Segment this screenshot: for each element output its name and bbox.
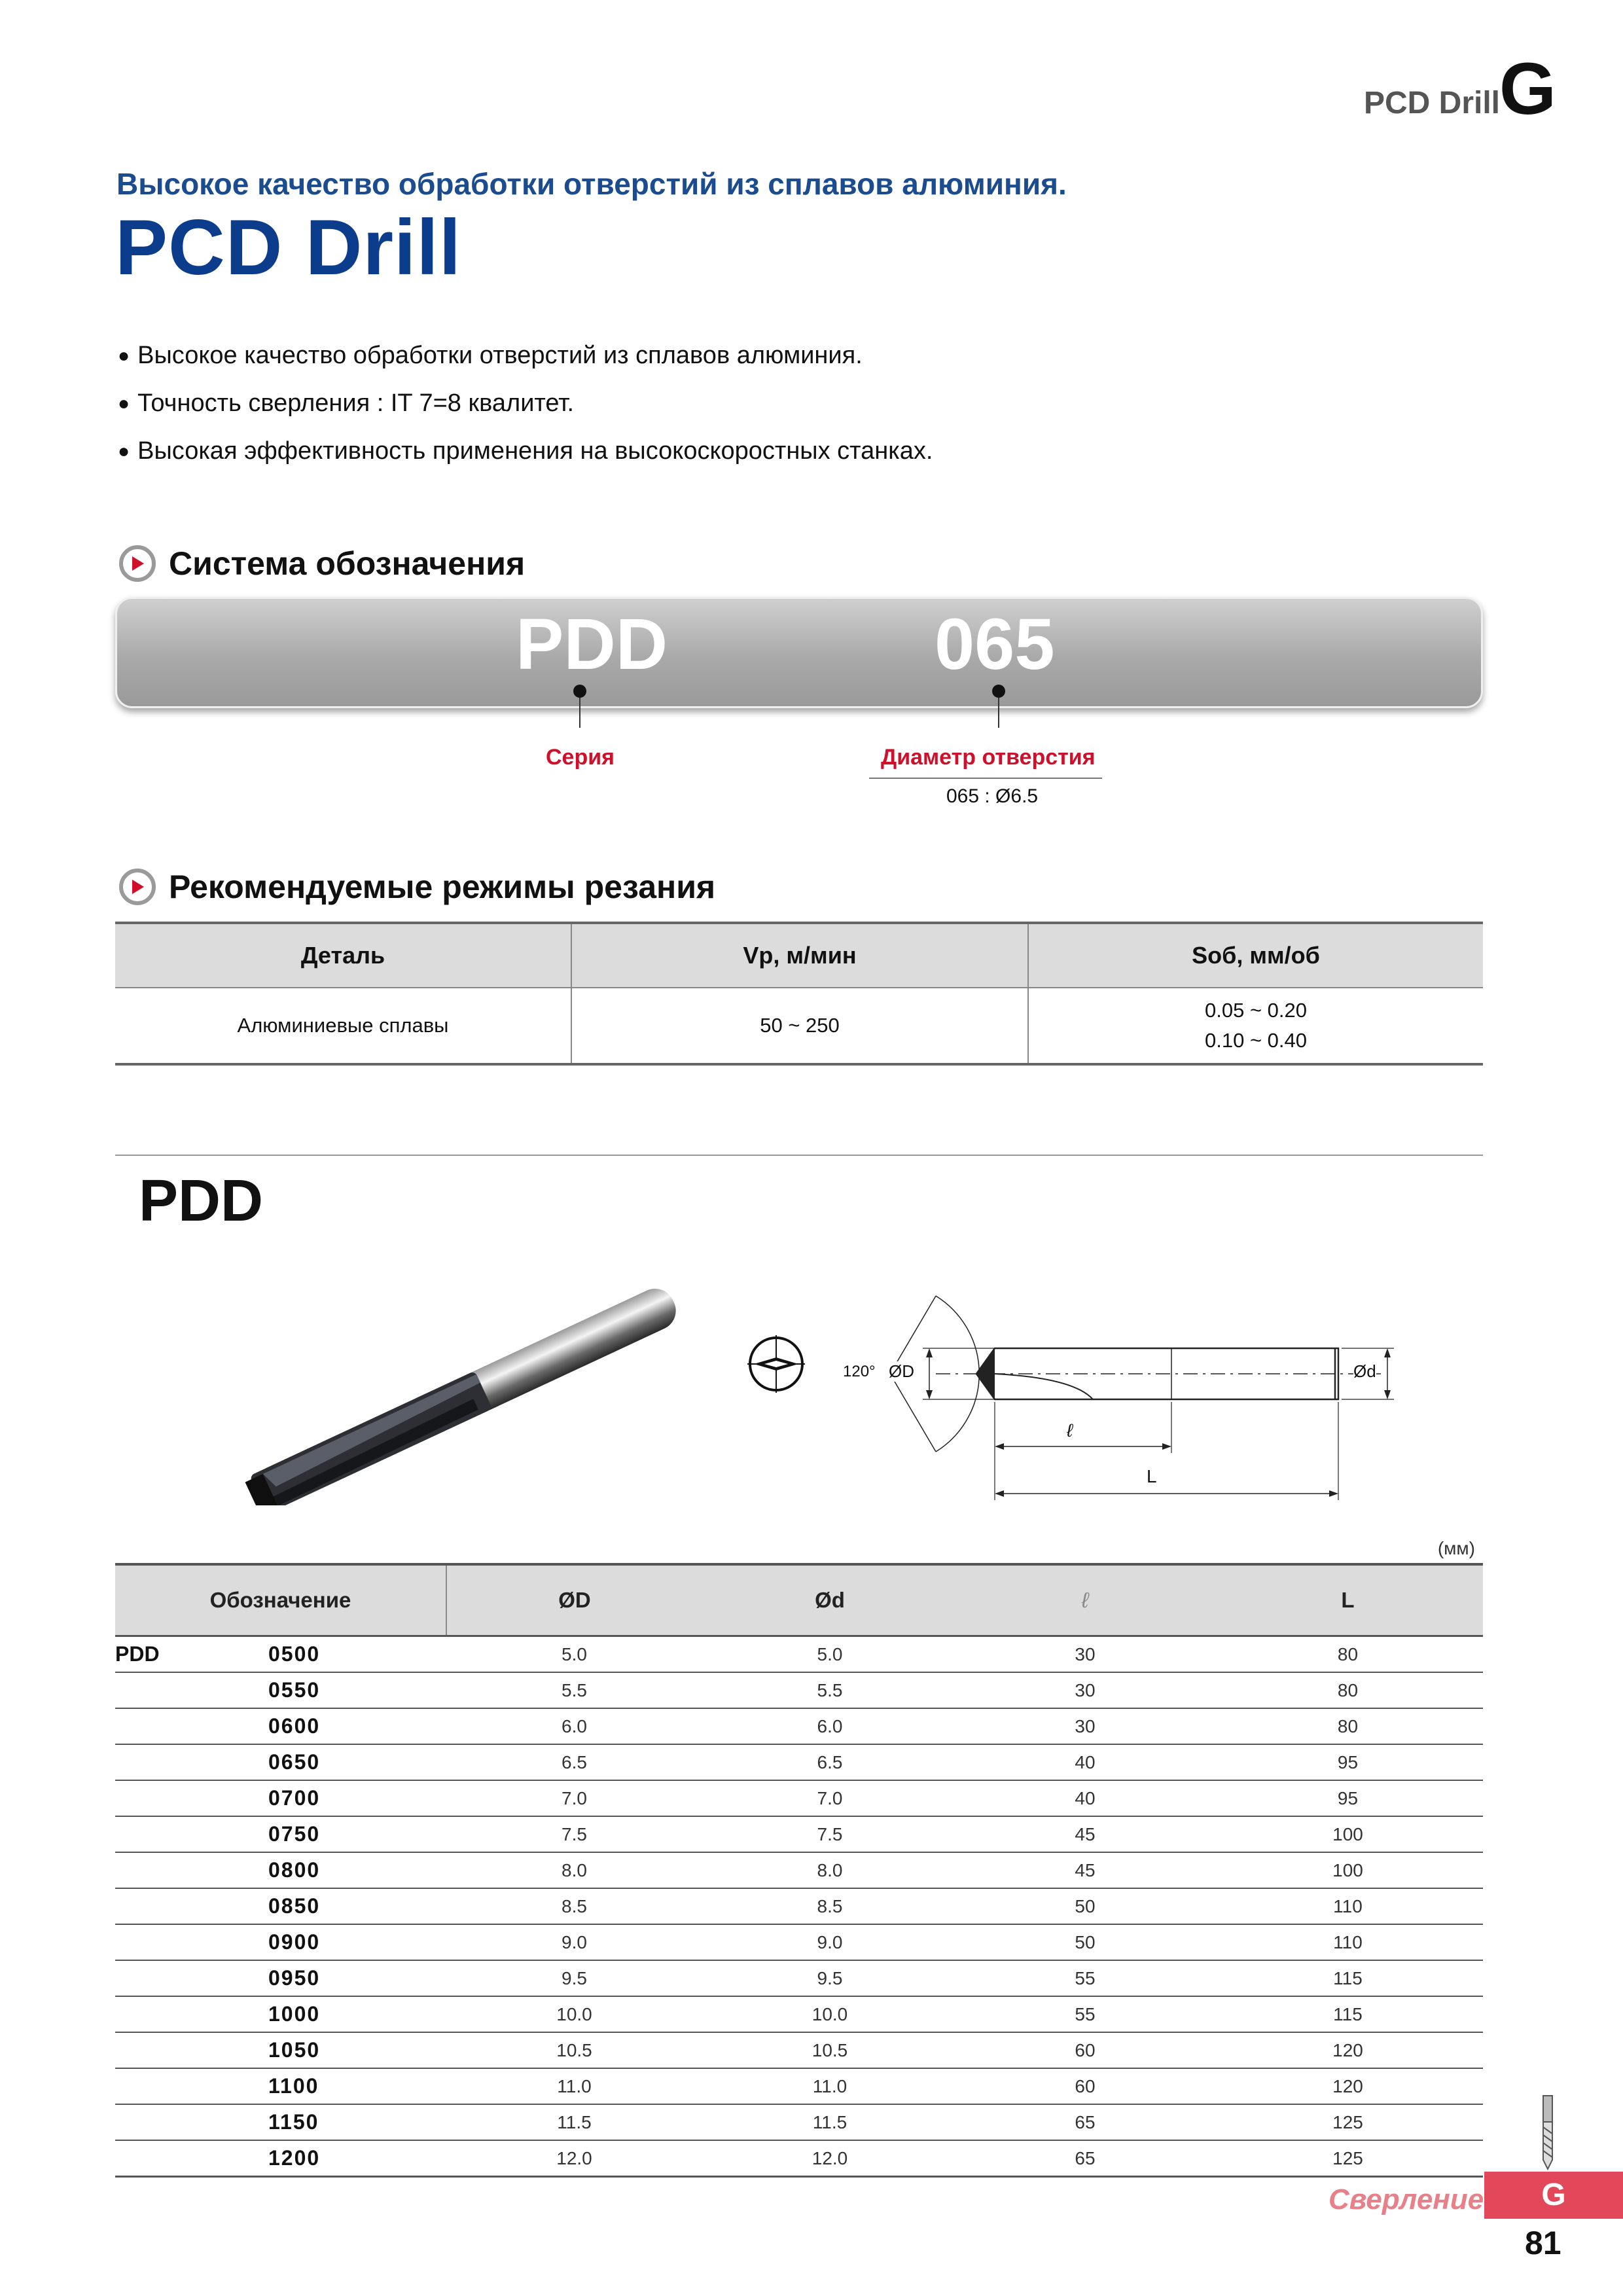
designation-bar xyxy=(115,597,1483,708)
D-cell: 8.5 xyxy=(446,1888,702,1924)
l-cell: 45 xyxy=(957,1816,1213,1852)
d-cell: 10.5 xyxy=(702,2032,957,2068)
table-row xyxy=(115,1816,1483,1852)
d-cell: 12.0 xyxy=(812,2147,848,2168)
series-cell: PDD xyxy=(115,1636,268,1673)
series-cell xyxy=(115,2104,268,2140)
code-cell: 1200 xyxy=(268,2146,321,2170)
table-row xyxy=(115,1744,1483,1780)
code-cell: 1050 xyxy=(268,2032,446,2068)
D-cell: 11.5 xyxy=(446,2104,702,2140)
small-d-label: Ød xyxy=(1353,1361,1376,1381)
d-cell: 9.0 xyxy=(702,1924,957,1960)
diameter-marker xyxy=(992,685,1005,698)
D-cell: 9.5 xyxy=(446,1960,702,1996)
D-cell: 10.5 xyxy=(446,2032,702,2068)
col-d: Ød xyxy=(702,1564,957,1636)
D-cell: 7.5 xyxy=(446,1816,702,1852)
feed-value: 0.10 ~ 0.40 xyxy=(1205,1029,1307,1052)
col-designation: Обозначение xyxy=(115,1564,446,1636)
L-cell: 120 xyxy=(1213,2032,1483,2068)
subtitle: Высокое качество обработки отверстий из сплавов алюминия. xyxy=(116,167,1067,201)
table-row xyxy=(115,2032,1483,2068)
unit-label: (мм) xyxy=(1437,1538,1475,1558)
section-letter: G xyxy=(1499,48,1556,130)
d-cell: 9.5 xyxy=(702,1960,957,1996)
l-cell: 30 xyxy=(957,1708,1213,1744)
d-cell: 5.0 xyxy=(702,1636,957,1673)
flute-length-label: ℓ xyxy=(1067,1420,1073,1441)
col-L: L xyxy=(1213,1564,1483,1636)
table-row xyxy=(115,1708,1483,1744)
series-label: Серия xyxy=(546,745,615,770)
L-cell: 95 xyxy=(1213,1744,1483,1780)
L-cell: 80 xyxy=(1213,1672,1483,1708)
feature-list xyxy=(118,332,933,476)
table-row xyxy=(115,2140,1483,2177)
product-title: PDD xyxy=(139,1168,264,1234)
code-cell: 1100 xyxy=(268,2068,446,2104)
d-cell: 11.0 xyxy=(702,2068,957,2104)
l-cell: 40 xyxy=(957,1780,1213,1816)
diameter-example: 065 : Ø6.5 xyxy=(946,785,1039,807)
cutting-table xyxy=(115,922,1483,1066)
series-cell xyxy=(115,1708,268,1744)
designation-heading-text: Система обозначения xyxy=(169,545,526,582)
drill-end-view xyxy=(745,1333,808,1395)
D-cell: 5.0 xyxy=(446,1636,702,1673)
series-leader xyxy=(579,698,580,728)
diameter-leader xyxy=(998,698,999,728)
code-cell: 0700 xyxy=(268,1780,446,1816)
col-feed: Sоб, мм/об xyxy=(1028,923,1483,988)
diameter-code: 065 xyxy=(935,604,1055,685)
table-row xyxy=(115,988,1483,1064)
L-cell: 80 xyxy=(1213,1708,1483,1744)
designation-heading xyxy=(119,545,525,583)
l-cell: 60 xyxy=(957,2032,1213,2068)
L-cell: 100 xyxy=(1213,1852,1483,1888)
col-D: ØD xyxy=(446,1564,702,1636)
series-cell xyxy=(115,2032,268,2068)
section-name: PCD Drill xyxy=(1363,86,1500,120)
D-cell: 10.0 xyxy=(446,1996,702,2032)
table-row xyxy=(115,1672,1483,1708)
code-cell: 0550 xyxy=(268,1672,446,1708)
series-cell xyxy=(115,1960,268,1996)
d-cell: 8.0 xyxy=(702,1852,957,1888)
series-cell xyxy=(115,1852,268,1888)
d-cell: 7.5 xyxy=(702,1816,957,1852)
page-number: 81 xyxy=(1525,2225,1561,2261)
drill-photo xyxy=(209,1283,733,1505)
d-cell: 6.0 xyxy=(702,1708,957,1744)
L-cell: 95 xyxy=(1213,1780,1483,1816)
D-cell: 6.0 xyxy=(446,1708,702,1744)
angle-label: 120° xyxy=(843,1363,876,1380)
diameter-label: Диаметр отверстия xyxy=(881,745,1096,770)
series-cell xyxy=(115,1888,268,1924)
feed-cell xyxy=(1028,988,1483,1064)
l-cell: 65 xyxy=(957,2104,1213,2140)
l-cell: 30 xyxy=(957,1636,1213,1673)
l-cell: 50 xyxy=(957,1924,1213,1960)
D-cell: 11.0 xyxy=(446,2068,702,2104)
series-cell xyxy=(115,1672,268,1708)
table-row xyxy=(115,1996,1483,2032)
label-underline xyxy=(869,778,1102,779)
series-cell xyxy=(115,2140,268,2177)
table-row xyxy=(115,2104,1483,2140)
l-cell: 40 xyxy=(957,1744,1213,1780)
D-cell: 7.0 xyxy=(446,1780,702,1816)
big-d-label: ØD xyxy=(889,1361,914,1381)
code-cell: 0750 xyxy=(268,1816,446,1852)
table-row xyxy=(115,1960,1483,1996)
d-cell: 11.5 xyxy=(702,2104,957,2140)
L-cell: 120 xyxy=(1213,2068,1483,2104)
feature-item: ● Точность сверления : IT 7=8 квалитет. xyxy=(118,380,933,428)
L-cell: 110 xyxy=(1213,1888,1483,1924)
series-cell xyxy=(115,1744,268,1780)
col-l: ℓ xyxy=(957,1564,1213,1636)
table-row xyxy=(115,1636,1483,1673)
L-cell: 100 xyxy=(1213,1816,1483,1852)
l-cell: 55 xyxy=(957,1996,1213,2032)
series-cell xyxy=(115,1924,268,1960)
series-cell xyxy=(115,2068,268,2104)
drill-icon xyxy=(1531,2094,1564,2170)
footer-category: Сверление xyxy=(1329,2183,1484,2215)
D-cell: 8.0 xyxy=(446,1852,702,1888)
section-divider xyxy=(115,1155,1483,1156)
D-cell: 9.0 xyxy=(446,1924,702,1960)
series-cell xyxy=(115,1780,268,1816)
d-cell: 6.5 xyxy=(702,1744,957,1780)
L-cell: 115 xyxy=(1213,1960,1483,1996)
D-cell: 12.0 xyxy=(556,2147,592,2168)
cutting-heading-text: Рекомендуемые режимы резания xyxy=(169,869,716,905)
col-speed: Vp, м/мин xyxy=(571,923,1028,988)
table-row xyxy=(115,1852,1483,1888)
L-cell: 110 xyxy=(1213,1924,1483,1960)
code-cell: 0950 xyxy=(268,1960,446,1996)
D-cell: 6.5 xyxy=(446,1744,702,1780)
table-row xyxy=(115,1888,1483,1924)
col-material: Деталь xyxy=(115,923,571,988)
table-row xyxy=(115,2068,1483,2104)
code-cell: 1150 xyxy=(268,2104,446,2140)
l-cell: 50 xyxy=(957,1888,1213,1924)
l-cell: 30 xyxy=(957,1672,1213,1708)
feature-item: ● Высокая эффективность применения на высокоскоростных станках. xyxy=(118,428,933,476)
code-cell: 0600 xyxy=(268,1708,446,1744)
l-cell: 45 xyxy=(957,1852,1213,1888)
code-cell: 0900 xyxy=(268,1924,446,1960)
material-cell: Алюминиевые сплавы xyxy=(237,1014,449,1037)
code-cell: 0500 xyxy=(268,1636,446,1673)
series-cell xyxy=(115,1996,268,2032)
code-cell: 0650 xyxy=(268,1744,446,1780)
d-cell: 7.0 xyxy=(702,1780,957,1816)
series-cell xyxy=(115,1816,268,1852)
feed-value: 0.05 ~ 0.20 xyxy=(1205,999,1307,1022)
page-title: PCD Drill xyxy=(115,204,462,291)
play-icon xyxy=(119,869,156,905)
dimensions-table xyxy=(115,1563,1483,2178)
code-cell: 0850 xyxy=(268,1888,446,1924)
l-cell: 55 xyxy=(957,1960,1213,1996)
series-code: PDD xyxy=(516,604,668,685)
footer-letter: G xyxy=(1484,2172,1623,2219)
d-cell: 8.5 xyxy=(702,1888,957,1924)
d-cell: 5.5 xyxy=(702,1672,957,1708)
speed-cell: 50 ~ 250 xyxy=(571,988,1028,1064)
D-cell: 5.5 xyxy=(446,1672,702,1708)
l-cell: 60 xyxy=(957,2068,1213,2104)
total-length-label: L xyxy=(1147,1466,1157,1486)
series-marker xyxy=(573,685,586,698)
L-cell: 80 xyxy=(1213,1636,1483,1673)
technical-drawing xyxy=(838,1283,1414,1512)
d-cell: 10.0 xyxy=(702,1996,957,2032)
table-row xyxy=(115,1780,1483,1816)
table-row xyxy=(115,1924,1483,1960)
code-cell: 1000 xyxy=(268,1996,446,2032)
L-cell: 125 xyxy=(1213,2104,1483,2140)
cutting-heading xyxy=(119,868,715,906)
l-cell: 65 xyxy=(1075,2147,1096,2168)
code-cell: 0800 xyxy=(268,1852,446,1888)
L-cell: 115 xyxy=(1213,1996,1483,2032)
feature-item: ● Высокое качество обработки отверстий из сплавов алюминия. xyxy=(118,332,933,380)
L-cell: 125 xyxy=(1332,2147,1363,2168)
play-icon xyxy=(119,545,156,582)
